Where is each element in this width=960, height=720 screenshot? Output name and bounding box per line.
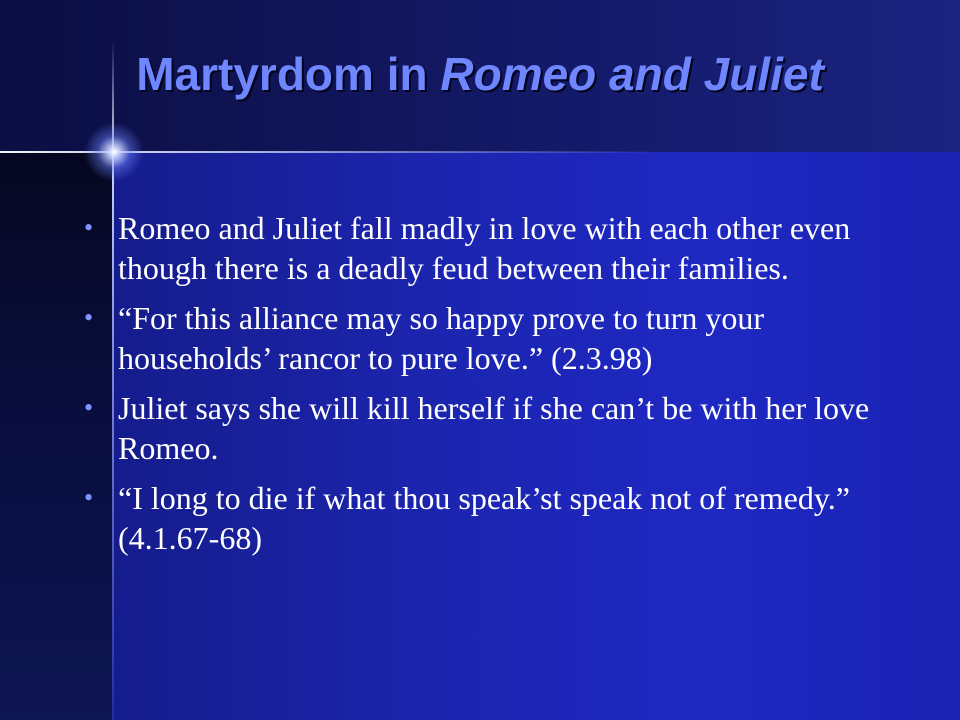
bullet-item — [84, 208, 894, 288]
bullet-text: “I long to die if what thou speak’st speak not of remedy.” (4.1.67-68) — [118, 480, 850, 556]
bullet-dot-icon: • — [84, 303, 94, 332]
bullet-list — [84, 208, 894, 568]
bullet-text: Romeo and Juliet fall madly in love with each other even though there is a deadly feud between their families. — [118, 210, 851, 286]
bullet-dot-icon: • — [84, 483, 94, 512]
bullet-item — [84, 478, 894, 558]
bullet-text: “For this alliance may so happy prove to turn your households’ rancor to pure love.” (2.3.98) — [118, 300, 765, 376]
star-glow-icon — [84, 122, 144, 182]
slide-title — [0, 42, 960, 106]
bullet-dot-icon: • — [84, 213, 94, 242]
bullet-text: Juliet says she will kill herself if she can’t be with her love Romeo. — [118, 390, 870, 466]
bullet-dot-icon: • — [84, 393, 94, 422]
bullet-item — [84, 388, 894, 468]
title-emphasis: Romeo and Juliet — [440, 48, 824, 100]
bullet-item — [84, 298, 894, 378]
title-prefix: Martyrdom in — [136, 48, 441, 100]
